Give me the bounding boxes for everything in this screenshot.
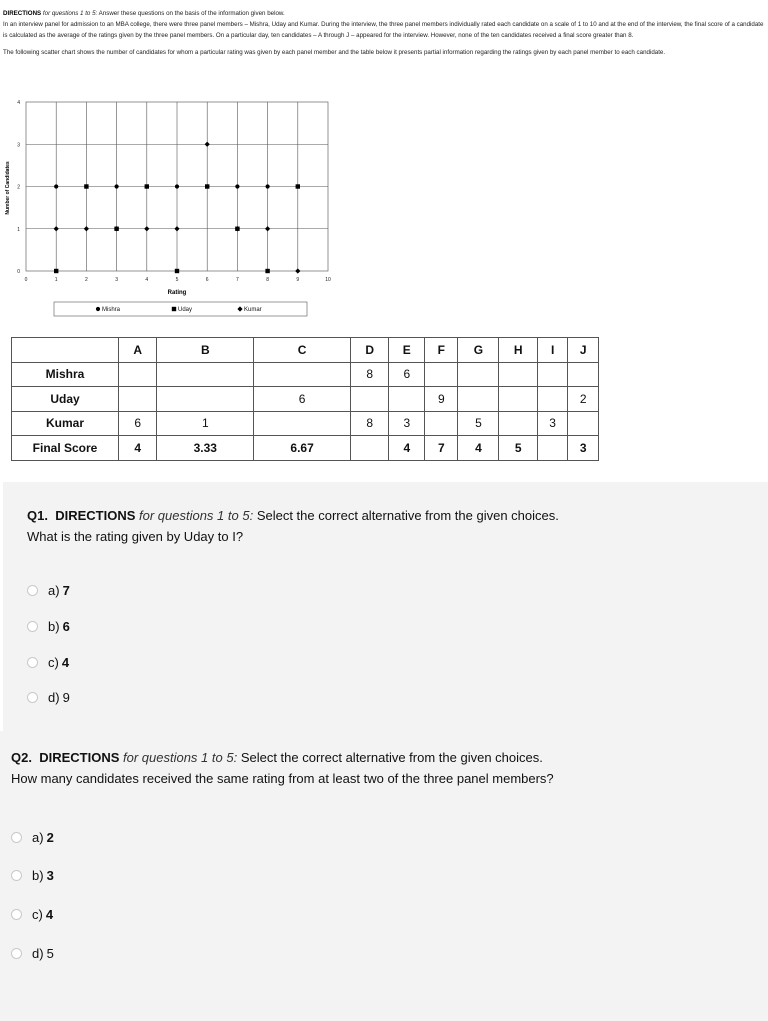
option-value: 4 — [45, 907, 54, 922]
x-tick-label: 8 — [266, 277, 269, 283]
q2-option-c[interactable] — [11, 907, 53, 922]
x-tick-label: 10 — [325, 277, 331, 283]
option-letter: a) — [48, 583, 60, 598]
data-point-mishra — [115, 184, 119, 188]
table-cell — [254, 411, 351, 436]
table-cell: 3.33 — [157, 436, 254, 461]
table-cell — [157, 387, 254, 412]
option-letter: d) — [48, 690, 60, 705]
radio-button[interactable] — [27, 621, 38, 632]
chart-x-label: Rating — [167, 290, 187, 296]
directions-label: DIRECTIONS — [55, 508, 136, 523]
radio-button[interactable] — [27, 585, 38, 596]
legend-label-mishra: Mishra — [102, 307, 121, 313]
directions-scope: for questions 1 to 5: — [42, 10, 98, 17]
table-header-cell: I — [537, 338, 568, 363]
table-row — [12, 411, 599, 436]
data-point-uday — [84, 184, 88, 188]
question-number: Q1. — [27, 508, 48, 523]
table-cell — [537, 436, 568, 461]
question-number: Q2. — [11, 750, 32, 765]
row-label-final-score: Final Score — [12, 436, 119, 461]
q1-option-c[interactable] — [27, 655, 69, 670]
directions-scope: for questions 1 to 5: — [139, 508, 254, 523]
radio-button[interactable] — [27, 692, 38, 703]
x-tick-label: 6 — [205, 277, 209, 283]
radio-button[interactable] — [11, 909, 22, 920]
ratings-table — [11, 337, 599, 461]
intro-paragraph-1: In an interview panel for admission to an MBA college, there were three panel members – Mishra, Uday and Kumar. During the interview, the three panel members individually rated each candidate on a scale of 1 to 10 and at the end of the interview, the final score of a candidate is calculated as the average of the ratings given by the three panel members. On a particular day, ten candidates – A through J – appeared for the interview. However, none of the ten candidates received a final score greater than 8. — [3, 21, 764, 39]
table-cell — [389, 387, 425, 412]
data-point-uday — [54, 269, 58, 273]
y-tick-label: 4 — [17, 100, 20, 106]
option-letter: a) — [32, 830, 44, 845]
data-point-uday — [145, 184, 149, 188]
table-header-cell: A — [119, 338, 157, 363]
table-header-cell: H — [499, 338, 537, 363]
table-header-cell: J — [568, 338, 599, 363]
table-cell: 3 — [389, 411, 425, 436]
x-tick-label: 9 — [296, 277, 300, 283]
table-cell: 4 — [119, 436, 157, 461]
table-cell — [458, 387, 499, 412]
table-cell: 5 — [458, 411, 499, 436]
table-row — [12, 362, 599, 387]
radio-button[interactable] — [11, 870, 22, 881]
table-cell: 5 — [499, 436, 537, 461]
table-cell: 3 — [537, 411, 568, 436]
table-row — [12, 436, 599, 461]
table-cell: 6 — [254, 387, 351, 412]
question-2-prompt: How many candidates received the same rating from at least two of the three panel members? — [11, 771, 554, 786]
option-letter: d) — [32, 946, 44, 961]
table-cell — [499, 387, 537, 412]
question-1-text — [27, 505, 727, 547]
question-1-panel — [3, 482, 768, 731]
table-cell: 7 — [425, 436, 458, 461]
table-cell: 8 — [350, 411, 388, 436]
table-cell — [458, 362, 499, 387]
table-cell — [119, 387, 157, 412]
table-cell: 6 — [389, 362, 425, 387]
data-point-mishra — [235, 184, 239, 188]
q1-option-a[interactable] — [27, 583, 70, 598]
table-header-row — [12, 338, 599, 363]
table-header-cell: B — [157, 338, 254, 363]
option-value: 3 — [46, 868, 54, 883]
directions-instruction: Select the correct alternative from the given choices. — [256, 508, 559, 523]
table-cell — [425, 411, 458, 436]
data-point-mishra — [266, 184, 270, 188]
legend-label-uday: Uday — [178, 307, 193, 313]
x-tick-label: 2 — [85, 277, 88, 283]
legend-marker-mishra — [96, 307, 100, 311]
table-row — [12, 387, 599, 412]
intro-paragraph-2: The following scatter chart shows the number of candidates for whom a particular rating was given by each panel member and the table below it presents partial information regarding the ratings given by each panel member to each candidate. — [3, 49, 666, 56]
data-point-uday — [205, 184, 209, 188]
q2-option-a[interactable] — [11, 830, 54, 845]
directions-instruction: Select the correct alternative from the given choices. — [240, 750, 543, 765]
data-point-mishra — [54, 184, 58, 188]
table-cell — [350, 387, 388, 412]
y-tick-label: 0 — [17, 269, 20, 275]
table-cell: 3 — [568, 436, 599, 461]
table-cell — [425, 362, 458, 387]
q1-option-b[interactable] — [27, 619, 70, 634]
table-header-cell: E — [389, 338, 425, 363]
table-cell: 6 — [119, 411, 157, 436]
table-cell — [254, 362, 351, 387]
row-label-mishra: Mishra — [12, 362, 119, 387]
question-2-text — [11, 747, 751, 789]
table-cell — [537, 387, 568, 412]
option-letter: c) — [48, 655, 59, 670]
x-tick-label: 1 — [54, 277, 58, 283]
question-1-prompt: What is the rating given by Uday to I? — [27, 529, 244, 544]
data-point-mishra — [175, 184, 179, 188]
option-letter: b) — [48, 619, 60, 634]
option-letter: c) — [32, 907, 43, 922]
table-header-cell: G — [458, 338, 499, 363]
row-label-uday: Uday — [12, 387, 119, 412]
data-point-uday — [175, 269, 179, 273]
option-value: 9 — [62, 690, 70, 705]
data-point-uday — [296, 184, 300, 188]
table-header-cell: F — [425, 338, 458, 363]
table-cell: 9 — [425, 387, 458, 412]
question-2-panel — [0, 731, 768, 1021]
q2-option-d[interactable] — [11, 946, 54, 961]
q1-option-d[interactable] — [27, 690, 70, 705]
table-cell — [568, 362, 599, 387]
directions-label: DIRECTIONS — [39, 750, 120, 765]
q2-option-b[interactable] — [11, 868, 54, 883]
table-header-cell: C — [254, 338, 351, 363]
data-point-uday — [265, 269, 269, 273]
scatter-chart — [0, 92, 340, 322]
y-tick-label: 1 — [17, 226, 20, 233]
directions-label: DIRECTIONS — [3, 10, 42, 17]
y-tick-label: 2 — [17, 184, 20, 191]
x-tick-label: 3 — [115, 277, 118, 283]
x-tick-label: 4 — [145, 277, 149, 283]
legend-marker-uday — [172, 307, 176, 311]
option-value: 6 — [62, 619, 70, 634]
table-cell: 1 — [157, 411, 254, 436]
x-tick-label: 7 — [236, 277, 239, 283]
table-cell: 6.67 — [254, 436, 351, 461]
y-tick-label: 3 — [17, 142, 20, 149]
table-cell — [119, 362, 157, 387]
option-value: 4 — [61, 655, 70, 670]
radio-button[interactable] — [27, 657, 38, 668]
table-header-cell — [12, 338, 119, 363]
table-header-cell: D — [350, 338, 388, 363]
table-cell — [157, 362, 254, 387]
table-cell: 8 — [350, 362, 388, 387]
table-cell — [537, 362, 568, 387]
option-value: 7 — [62, 583, 70, 598]
chart-y-label: Number of Candidates — [5, 161, 11, 215]
radio-button[interactable] — [11, 832, 22, 843]
row-label-kumar: Kumar — [12, 411, 119, 436]
table-cell — [350, 436, 388, 461]
x-tick-label: 5 — [175, 277, 179, 283]
table-cell: 2 — [568, 387, 599, 412]
table-cell: 4 — [389, 436, 425, 461]
option-value: 2 — [46, 830, 54, 845]
directions-intro — [3, 8, 765, 58]
table-cell — [568, 411, 599, 436]
option-letter: b) — [32, 868, 44, 883]
directions-scope: for questions 1 to 5: — [123, 750, 238, 765]
table-cell — [499, 411, 537, 436]
x-tick-label: 0 — [24, 277, 28, 283]
table-cell — [499, 362, 537, 387]
directions-text: Answer these questions on the basis of the information given below. — [98, 10, 285, 17]
legend-label-kumar: Kumar — [244, 307, 262, 313]
radio-button[interactable] — [11, 948, 22, 959]
option-value: 5 — [46, 946, 54, 961]
table-cell: 4 — [458, 436, 499, 461]
